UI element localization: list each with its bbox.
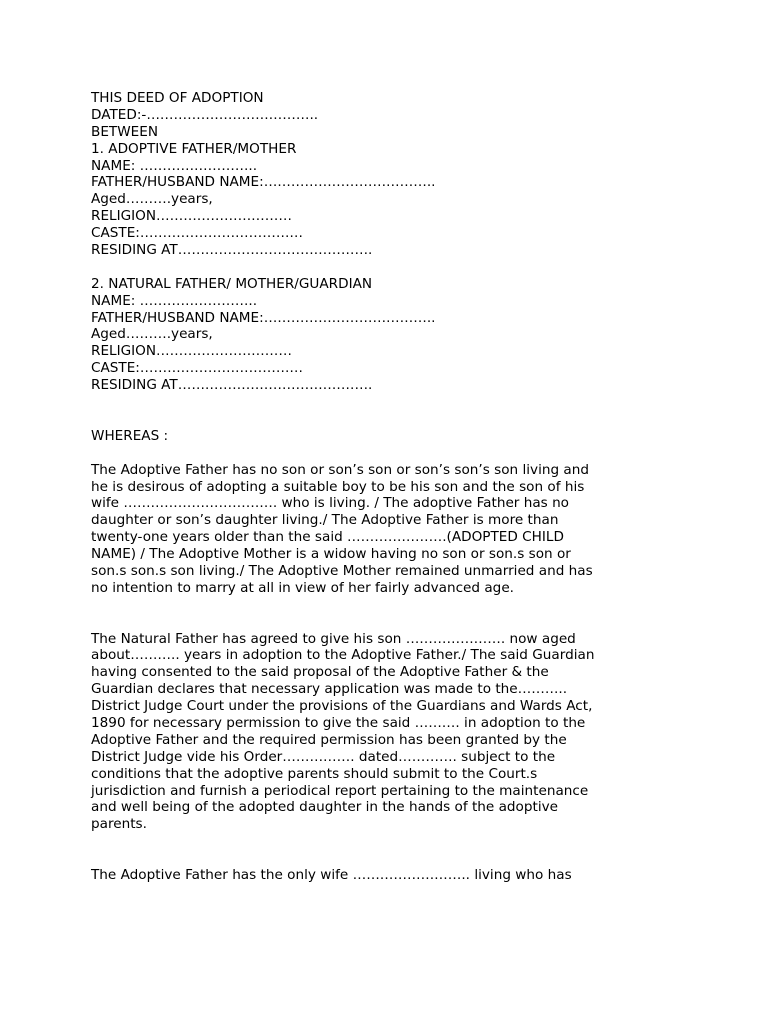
party-2-block [91, 276, 671, 394]
party-1-caste: CASTE:……………………………… [91, 225, 304, 242]
paragraph-line: he is desirous of adopting a suitable boy to be his son and the son of his [91, 478, 585, 495]
paragraph-line: son.s son.s son living./ The Adoptive Mother remained unmarried and has [91, 562, 593, 579]
deed-text [91, 90, 671, 884]
party-1-religion: RELIGION………………………… [91, 208, 292, 225]
spacer [91, 445, 671, 462]
whereas-heading: WHEREAS : [91, 427, 169, 444]
party-2-residing: RESIDING AT……………………………………. [91, 377, 373, 394]
party-1-residing: RESIDING AT……………………………………. [91, 242, 373, 259]
paragraph-line: NAME) / The Adoptive Mother is a widow having no son or son.s son or [91, 546, 571, 563]
paragraph-line: about……….. years in adoption to the Adoptive Father./ The said Guardian [91, 647, 595, 664]
party-2-religion: RELIGION………………………… [91, 343, 292, 360]
party-2-aged: Aged……….years, [91, 326, 213, 343]
paragraph-line: daughter or son’s daughter living./ The Adoptive Father is more than [91, 512, 559, 529]
spacer [91, 833, 671, 867]
paragraph-line: Adoptive Father and the required permission has been granted by the [91, 731, 567, 748]
party-2-father-husband: FATHER/HUSBAND NAME:……………………………….. [91, 309, 436, 326]
spacer [91, 394, 671, 428]
party-2-caste: CASTE:……………………………… [91, 360, 304, 377]
between-line: BETWEEN [91, 123, 159, 140]
paragraph-1 [91, 462, 671, 597]
paragraph-line: no intention to marry at all in view of her fairly advanced age. [91, 579, 514, 596]
paragraph-line: The Adoptive Father has no son or son’s son or son’s son’s son living and [91, 461, 589, 478]
paragraph-line: District Judge Court under the provisions of the Guardians and Wards Act, [91, 698, 593, 715]
spacer [91, 597, 671, 631]
party-1-aged: Aged……….years, [91, 191, 213, 208]
party-2-name: NAME: …………………….. [91, 292, 258, 309]
party-1-heading: 1. ADOPTIVE FATHER/MOTHER [91, 140, 297, 157]
paragraph-3 [91, 867, 671, 884]
paragraph-line: Guardian declares that necessary application was made to the……….. [91, 681, 568, 698]
paragraph-line: wife ……………………………. who is living. / The adoptive Father has no [91, 495, 569, 512]
paragraph-line: twenty-one years older than the said ………………….(ADOPTED CHILD [91, 529, 564, 546]
paragraph-line: The Adoptive Father has the only wife …………………….. living who has [91, 867, 572, 884]
party-1-father-husband: FATHER/HUSBAND NAME:……………………………….. [91, 174, 436, 191]
deed-title: THIS DEED OF ADOPTION [91, 90, 264, 106]
paragraph-line: and well being of the adopted daughter in the hands of the adoptive [91, 799, 559, 816]
paragraph-line: 1890 for necessary permission to give the said ………. in adoption to the [91, 714, 586, 731]
dated-line: DATED:-……………………………….. [91, 106, 319, 123]
paragraph-line: The Natural Father has agreed to give his son …………………. now aged [91, 630, 576, 647]
paragraph-line: jurisdiction and furnish a periodical report pertaining to the maintenance [91, 782, 589, 799]
spacer [91, 259, 671, 276]
paragraph-line: parents. [91, 816, 147, 833]
paragraph-line: District Judge vide his Order……………. dated…………. subject to the [91, 748, 556, 765]
party-2-heading: 2. NATURAL FATHER/ MOTHER/GUARDIAN [91, 275, 373, 292]
paragraph-line: conditions that the adoptive parents should submit to the Court.s [91, 765, 538, 782]
party-1-block [91, 141, 671, 259]
paragraph-line: having consented to the said proposal of the Adoptive Father & the [91, 664, 549, 681]
paragraph-2 [91, 631, 671, 834]
party-1-name: NAME: …………………….. [91, 157, 258, 174]
